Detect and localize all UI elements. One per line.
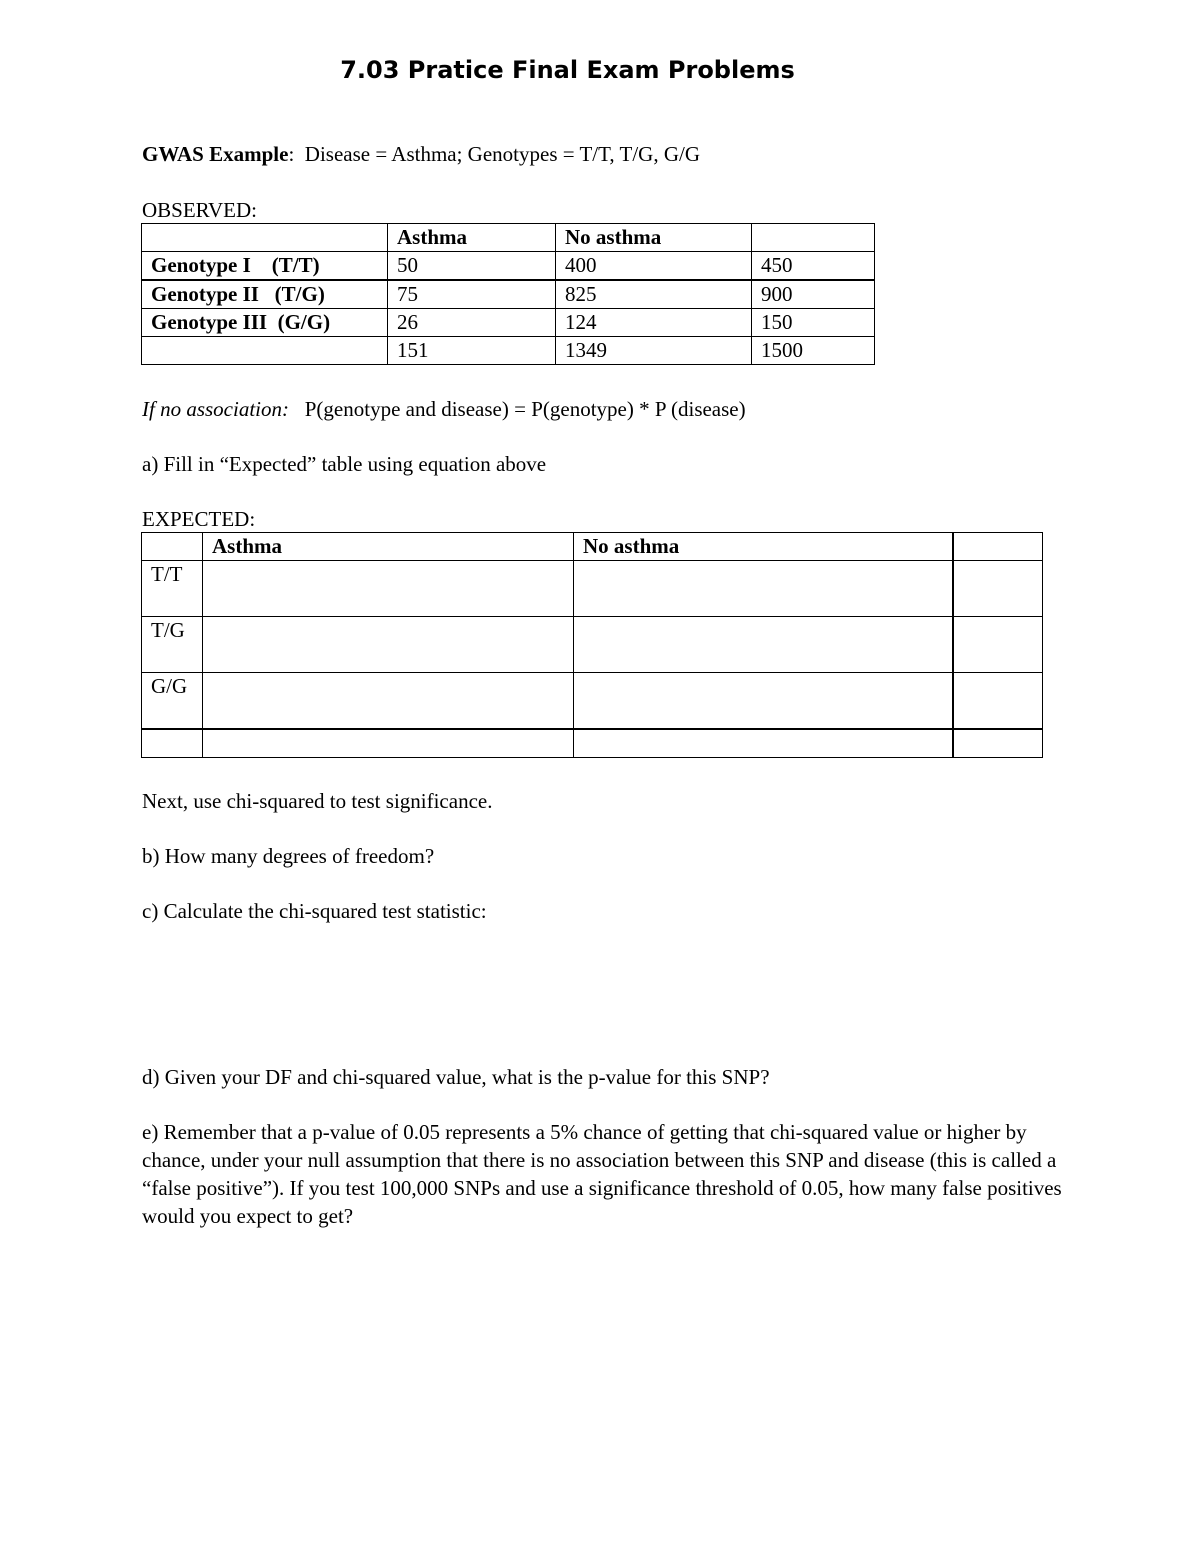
observed-row <box>142 309 875 337</box>
expected-row <box>142 673 1043 730</box>
expected-blank-cell[interactable] <box>203 673 574 730</box>
observed-cell: 1500 <box>752 337 875 365</box>
association-italic: If no association: <box>142 397 289 421</box>
intro-label: GWAS Example <box>142 142 289 166</box>
observed-cell: 450 <box>752 252 875 281</box>
observed-header-cell: No asthma <box>556 224 752 252</box>
observed-cell: 825 <box>556 280 752 309</box>
expected-blank-cell[interactable] <box>953 673 1043 730</box>
expected-row-label: T/G <box>142 617 203 673</box>
question-b: b) How many degrees of freedom? <box>142 844 435 868</box>
observed-row <box>142 252 875 281</box>
expected-blank-cell[interactable] <box>953 617 1043 673</box>
expected-blank-cell[interactable] <box>574 617 953 673</box>
observed-table <box>141 223 875 365</box>
observed-row <box>142 280 875 309</box>
gwas-intro <box>142 141 700 168</box>
expected-header-cell <box>953 533 1043 561</box>
intro-text: Disease = Asthma; Genotypes = T/T, T/G, G/G <box>304 142 701 166</box>
observed-row-label: Genotype III (G/G) <box>142 309 388 337</box>
association-line <box>142 396 746 423</box>
expected-row-label <box>142 729 203 758</box>
expected-header-cell: Asthma <box>203 533 574 561</box>
observed-header-row <box>142 224 875 252</box>
observed-header-cell: Asthma <box>388 224 556 252</box>
question-d: d) Given your DF and chi-squared value, what is the p-value for this SNP? <box>142 1065 770 1089</box>
observed-cell: 26 <box>388 309 556 337</box>
association-equation: P(genotype and disease) = P(genotype) * P (disease) <box>304 397 746 421</box>
expected-row <box>142 617 1043 673</box>
expected-blank-cell[interactable] <box>574 729 953 758</box>
page-title: 7.03 Pratice Final Exam Problems <box>340 56 795 84</box>
observed-row-label <box>142 337 388 365</box>
expected-row-label: T/T <box>142 561 203 617</box>
observed-cell: 150 <box>752 309 875 337</box>
expected-row-label: G/G <box>142 673 203 730</box>
expected-header-row <box>142 533 1043 561</box>
observed-total-row <box>142 337 875 365</box>
expected-row <box>142 561 1043 617</box>
expected-blank-cell[interactable] <box>203 561 574 617</box>
expected-header-cell: No asthma <box>574 533 953 561</box>
observed-cell: 151 <box>388 337 556 365</box>
expected-blank-cell[interactable] <box>953 561 1043 617</box>
question-c: c) Calculate the chi-squared test statistic: <box>142 899 487 923</box>
expected-blank-cell[interactable] <box>203 729 574 758</box>
observed-header-cell <box>142 224 388 252</box>
observed-cell: 1349 <box>556 337 752 365</box>
observed-cell: 75 <box>388 280 556 309</box>
observed-cell: 124 <box>556 309 752 337</box>
expected-blank-cell[interactable] <box>574 561 953 617</box>
observed-cell: 900 <box>752 280 875 309</box>
intro-colon: : <box>288 142 295 166</box>
observed-row-label: Genotype I (T/T) <box>142 252 388 281</box>
observed-cell: 400 <box>556 252 752 281</box>
expected-blank-cell[interactable] <box>574 673 953 730</box>
expected-header-cell <box>142 533 203 561</box>
expected-label: EXPECTED: <box>142 507 256 531</box>
observed-label: OBSERVED: <box>142 198 257 222</box>
observed-row-label: Genotype II (T/G) <box>142 280 388 309</box>
expected-blank-cell[interactable] <box>953 729 1043 758</box>
expected-total-row <box>142 729 1043 758</box>
expected-blank-cell[interactable] <box>203 617 574 673</box>
question-e: e) Remember that a p-value of 0.05 represents a 5% chance of getting that chi-squared value or higher by chance, under your null assumption that there is no association between this SNP and disease (this is called a “false positive”). If you test 100,000 SNPs and use a significance threshold of 0.05, how many false positives would you expect to get? <box>142 1120 1062 1228</box>
expected-table <box>141 532 1043 758</box>
observed-header-cell <box>752 224 875 252</box>
question-a: a) Fill in “Expected” table using equation above <box>142 452 547 476</box>
observed-cell: 50 <box>388 252 556 281</box>
next-instruction: Next, use chi-squared to test significance. <box>142 789 493 813</box>
